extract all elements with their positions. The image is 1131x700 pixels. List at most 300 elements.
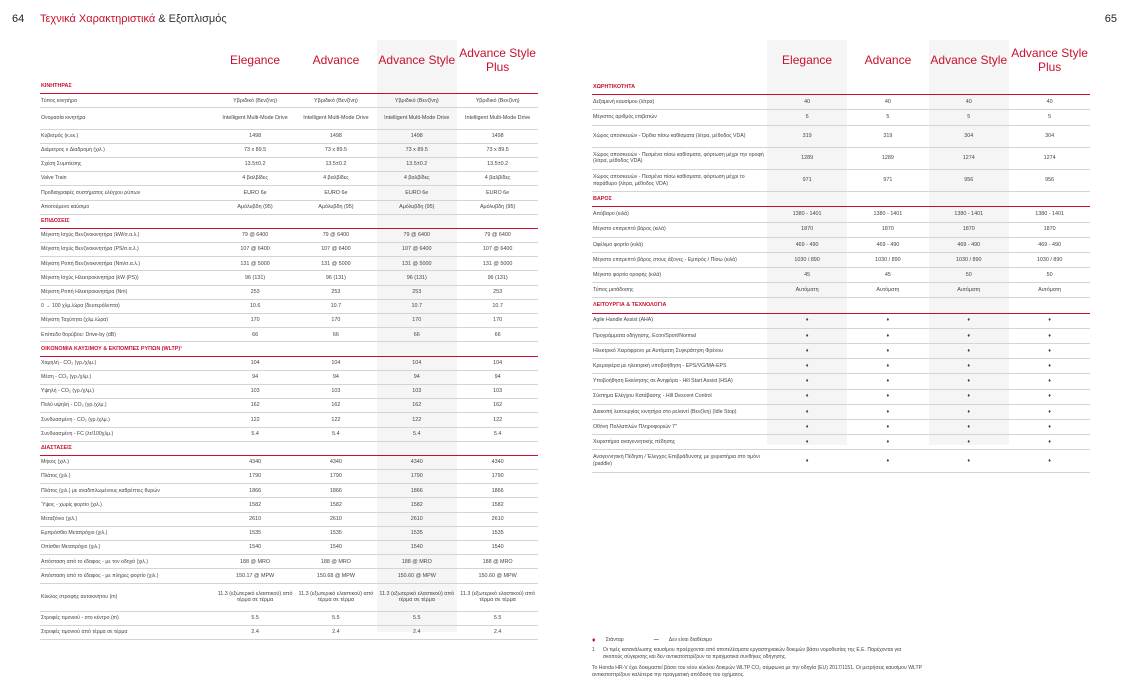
row-value: 1866 (249, 487, 262, 494)
row-value: 50 (965, 271, 972, 278)
standard-diamond-icon: ♦ (967, 347, 971, 354)
section-title: ΛΕΙΤΟΥΡΓΙΑ & ΤΕΧΝΟΛΟΓΙΑ (593, 302, 667, 309)
row-label: Σύστημα Ελέγχου Κατάβασης - Hill Descent Control (593, 393, 712, 400)
row-value: Αμόλυβδη (95) (318, 203, 354, 210)
row-label: Απόσταση από το έδαφος - με πλήρες φορτίο (χιλ.) (41, 572, 159, 579)
standard-diamond-icon: ♦ (1048, 438, 1051, 445)
row-value: EURO 6e (405, 189, 429, 196)
spec-table-right (592, 40, 1090, 473)
table-row (40, 186, 538, 200)
section-title: ΚΙΝΗΤΗΡΑΣ (41, 83, 72, 90)
row-value: 1274 (1043, 155, 1056, 162)
row-label: Ηλεκτρικό Χειρόφρενο με Αυτόματη Συγκράτηση Φρένου (593, 347, 723, 354)
table-row (592, 420, 1090, 435)
standard-diamond-icon: ♦ (967, 363, 971, 370)
row-value: 79 @ 6400 (322, 232, 350, 239)
row-value: 1030 / 890 (794, 256, 820, 263)
row-label: Προδιαγραφές συστήματος ελέγχου ρύπων (41, 189, 141, 196)
row-value: 107 @ 6400 (402, 246, 432, 253)
row-value: 469 - 490 (957, 241, 981, 248)
row-value: 66 (252, 331, 259, 338)
row-value: 150.60 @ MPW (397, 572, 436, 579)
row-value: Υβριδικό (Βενζίνη) (314, 97, 358, 104)
standard-diamond-icon: ♦ (1048, 378, 1051, 385)
row-value: 5.5 (413, 615, 421, 622)
standard-diamond-icon: ♦ (1048, 332, 1051, 339)
row-value: Intelligent Multi-Mode Drive (222, 115, 288, 122)
row-value: 131 @ 5000 (482, 260, 513, 267)
row-label: Απόσταση από το έδαφος - με τον οδηγό (χιλ.) (41, 558, 148, 565)
row-label: Συνδυασμένη - FC (λτ/100χλμ.) (41, 430, 114, 437)
row-value: Υβριδικό (Βενζίνη) (394, 97, 439, 104)
standard-diamond-icon: ♦ (1048, 423, 1051, 430)
row-value: 107 @ 6400 (482, 246, 513, 253)
row-value: 1790 (491, 473, 504, 480)
row-label: Μέγιστη Ταχύτητα (χλμ./ώρα) (41, 317, 109, 324)
standard-diamond-icon: ♦ (886, 378, 890, 385)
row-label: Διάμετρος x Διαδρομή (χιλ.) (41, 147, 105, 154)
table-row (592, 283, 1090, 298)
row-value: 2.4 (332, 629, 340, 636)
standard-diamond-icon: ♦ (886, 457, 890, 464)
row-value: 1790 (410, 473, 423, 480)
row-value: 304 (964, 132, 974, 139)
row-value: 2.4 (251, 629, 259, 636)
table-row (40, 172, 538, 186)
table-row (40, 541, 538, 555)
section-header (40, 442, 538, 456)
standard-diamond-icon: ♦ (967, 457, 971, 464)
row-value: 45 (884, 271, 891, 278)
row-value: Υβριδικό (Βενζίνη) (233, 97, 277, 104)
section-header (592, 298, 1090, 313)
table-row (592, 238, 1090, 253)
row-label: Μέγιστο επιτρεπτό βάρος στους άξονες - Εμπρός / Πίσω (κιλά) (593, 256, 737, 263)
row-value: Αμόλυβδη (95) (399, 203, 435, 210)
col-header-elegance: Elegance (782, 53, 833, 67)
row-value: 5.4 (332, 430, 340, 437)
table-row (592, 405, 1090, 420)
standard-diamond-icon: ♦ (805, 332, 809, 339)
row-value: 1380 - 1401 (792, 211, 822, 218)
row-value: 5 (886, 114, 890, 121)
row-value: 103 (250, 388, 260, 395)
row-value: 956 (964, 177, 974, 184)
row-label: Κρεμαγιέρα με ηλεκτρική υποβοήθηση - EPS/VG/MA-EPS (593, 363, 727, 370)
row-value: 253 (412, 288, 422, 295)
row-value: 956 (1045, 177, 1055, 184)
row-label: Μέγιστη Ισχύς Ηλεκτροκινητήρα (kW (PS)) (41, 274, 139, 281)
table-header-left (40, 40, 538, 80)
row-label: Προγράμματα οδήγησης, Econ/Sport/Normal (593, 332, 696, 339)
spec-table-left (40, 40, 538, 640)
row-label: Υψηλή - CO₂ (γρ./χλμ.) (41, 388, 94, 395)
row-value: 1274 (962, 155, 975, 162)
row-value: 1870 (801, 226, 814, 233)
row-value: 162 (493, 402, 503, 409)
row-value: 1866 (410, 487, 423, 494)
legend-standard: ♦ Στάνταρ (592, 637, 624, 644)
table-row (40, 257, 538, 271)
table-row (592, 110, 1090, 125)
standard-diamond-icon: ♦ (886, 363, 890, 370)
row-value: 11.3 (εξωτερικό ελαστικού) από τέρμα σε τέρμα (379, 590, 455, 604)
row-value: 4340 (491, 459, 504, 466)
row-label: Μέγιστο φορτίο οροφής (κιλά) (593, 271, 662, 278)
row-label: Απόβαρο (κιλά) (593, 211, 629, 218)
row-value: 2610 (249, 515, 262, 522)
page-title (40, 13, 227, 25)
section-title: ΟΙΚΟΝΟΜΙΑ ΚΑΥΣΙΜΟΥ & ΕΚΠΟΜΠΕΣ ΡΥΠΩΝ (WLTP)¹ (41, 345, 182, 352)
row-value: 104 (412, 359, 422, 366)
row-label: Χαμηλή - CO₂ (γρ./χλμ.) (41, 359, 97, 366)
row-value: 79 @ 6400 (403, 232, 430, 239)
row-value: 188 @ MRO (240, 558, 271, 565)
table-row (592, 223, 1090, 238)
row-value: Intelligent Multi-Mode Drive (384, 115, 450, 122)
row-value: 131 @ 5000 (321, 260, 351, 267)
standard-diamond-icon: ♦ (967, 332, 971, 339)
row-label: Μεταξόνιο (χιλ.) (41, 515, 78, 522)
row-value: 1380 - 1401 (954, 211, 984, 218)
row-value: 103 (493, 388, 503, 395)
footnote-1 (592, 647, 922, 661)
table-row (40, 300, 538, 314)
row-value: 131 @ 5000 (402, 260, 432, 267)
row-value: 1866 (329, 487, 342, 494)
row-value: 103 (412, 388, 422, 395)
row-value: 79 @ 6400 (241, 232, 269, 239)
row-value: 469 - 490 (876, 241, 900, 248)
standard-diamond-icon: ♦ (1048, 363, 1051, 370)
row-value: 5.5 (493, 615, 502, 622)
table-row (592, 95, 1090, 110)
row-value: 73 x 89.5 (243, 147, 267, 154)
row-value: 4 βαλβίδες (323, 175, 349, 182)
standard-diamond-icon: ♦ (1048, 408, 1051, 415)
row-value: 11.3 (εξωτερικό ελαστικού) από τέρμα σε τέρμα (298, 590, 374, 604)
row-value: 11.3 (εξωτερικό ελαστικού) από τέρμα σε τέρμα (460, 590, 535, 604)
row-value: 1030 / 890 (956, 256, 982, 263)
row-value: 5 (1048, 114, 1052, 121)
row-value: 150.17 @ MPW (236, 572, 275, 579)
row-label: Μήκος (χιλ.) (41, 459, 69, 466)
table-row (592, 253, 1090, 268)
standard-diamond-icon: ♦ (805, 347, 809, 354)
row-value: 1289 (881, 155, 894, 162)
row-value: 66 (494, 331, 501, 338)
row-value: 253 (493, 288, 503, 295)
row-label: Οθόνη Πολλαπλών Πληροφοριών 7" (593, 423, 677, 430)
row-value: 1870 (1043, 226, 1056, 233)
dash-icon: — (653, 637, 659, 643)
table-row (40, 158, 538, 172)
col-header-elegance: Elegance (230, 53, 281, 67)
row-value: 94 (332, 374, 339, 381)
row-value: 469 - 490 (1038, 241, 1061, 248)
footnote-mark: 1 (592, 647, 595, 653)
row-value: 253 (331, 288, 341, 295)
row-value: 107 @ 6400 (321, 246, 351, 253)
table-row (40, 484, 538, 498)
row-value: 971 (883, 177, 893, 184)
row-label: Valve Train (41, 175, 67, 182)
row-value: 4340 (249, 459, 262, 466)
standard-diamond-icon: ♦ (886, 332, 890, 339)
standard-diamond-icon: ♦ (805, 438, 809, 445)
row-value: 40 (1046, 99, 1053, 106)
row-label: 0 → 100 χλμ./ώρα (δευτερόλεπτα) (41, 303, 120, 310)
row-value: 5 (967, 114, 971, 121)
standard-diamond-icon: ♦ (805, 378, 809, 385)
row-label: Ονομασία κινητήρα (41, 115, 86, 122)
row-label: Χώρος αποσκευών - Πεσμένα πίσω καθίσματα, φόρτωση μέχρι το παράθυρο (λίτρα, μέθοδος VDA) (593, 174, 745, 187)
row-value: 4 βαλβίδες (484, 175, 511, 182)
legend-not-available: — Δεν είναι διαθέσιμο (653, 637, 712, 643)
row-label: Πολύ υψηλή - CO₂ (γρ./χλμ.) (41, 402, 107, 409)
row-value: 1535 (410, 530, 423, 537)
row-value: 131 @ 5000 (240, 260, 270, 267)
row-value: 304 (1045, 132, 1055, 139)
table-row (40, 612, 538, 626)
row-value: 1582 (249, 501, 262, 508)
row-value: 40 (965, 99, 972, 106)
row-label: Ύψος - χωρίς φορτίο (χιλ.) (41, 501, 102, 508)
standard-diamond-icon: ♦ (967, 408, 971, 415)
row-value: 96 (131) (245, 274, 266, 281)
row-value: 103 (331, 388, 341, 395)
row-label: Ωφέλιμο φορτίο (κιλά) (593, 241, 643, 248)
row-value: Αυτόματη (795, 287, 819, 294)
table-body-right (592, 80, 1090, 473)
row-value: 1790 (249, 473, 262, 480)
title-main: Τεχνικά Χαρακτηριστικά (40, 13, 156, 25)
standard-diamond-icon: ♦ (886, 317, 890, 324)
row-value: 122 (493, 416, 503, 423)
row-value: 2.4 (413, 629, 421, 636)
row-value: 5 (805, 114, 809, 121)
table-header-right (592, 40, 1090, 80)
section-header (592, 192, 1090, 207)
row-value: 253 (250, 288, 260, 295)
row-value: 2.4 (493, 629, 502, 636)
table-row (592, 450, 1090, 472)
row-value: 13.5±0.2 (244, 161, 266, 168)
row-label: Οπίσθιο Μετατρόχιο (χιλ.) (41, 544, 101, 551)
row-value: 5.5 (251, 615, 259, 622)
row-label: Στροφές τιμονιού - στο κέντρο (m) (41, 615, 119, 622)
row-value: 1380 - 1401 (1035, 211, 1064, 218)
section-header (40, 80, 538, 94)
row-value: EURO 6e (243, 189, 267, 196)
table-row (40, 229, 538, 243)
row-label: Τύπος κινητήρα (41, 97, 77, 104)
row-label: Κυβισμός (κ.εκ.) (41, 132, 79, 139)
table-row (40, 470, 538, 484)
row-label: Κύκλος στροφής αυτοκινήτου (m) (41, 593, 118, 600)
section-title: ΒΑΡΟΣ (593, 195, 612, 202)
row-value: 1866 (491, 487, 504, 494)
row-value: 94 (494, 374, 501, 381)
row-value: 10.6 (249, 303, 261, 310)
table-row (40, 314, 538, 328)
row-label: Μέγιστη Ισχύς Βενζινοκινητήρα (PS/σ.α.λ.) (41, 246, 139, 253)
standard-diamond-icon: ♦ (967, 393, 971, 400)
row-value: 1540 (491, 544, 504, 551)
row-value: 1582 (329, 501, 342, 508)
row-value: 13.5±0.2 (406, 161, 428, 168)
table-row (40, 498, 538, 512)
row-value: 50 (1046, 271, 1053, 278)
table-row (40, 108, 538, 129)
diamond-icon: ♦ (592, 637, 596, 644)
row-value: 66 (413, 331, 420, 338)
row-value: 319 (802, 132, 812, 139)
row-value: 150.68 @ MPW (316, 572, 355, 579)
row-value: 1535 (491, 530, 504, 537)
row-label: Μέγιστη Ροπή Ηλεκτροκινητήρα (Nm) (41, 288, 128, 295)
row-value: 188 @ MRO (320, 558, 351, 565)
title-suffix: & Εξοπλισμός (158, 13, 227, 25)
col-header-advance: Advance (864, 53, 912, 67)
row-value: 1540 (329, 544, 342, 551)
row-label: Μέγιστη Ροπή Βενζινοκινητήρα (Nm/σ.α.λ.) (41, 260, 140, 267)
row-value: 1535 (249, 530, 262, 537)
row-label: Agile Handle Assist (AHA) (593, 317, 653, 324)
footnote-2: Το Honda HR-V έχει δοκιμαστεί βάσει του νέου κύκλου δοκιμών WLTP CO₂ σύμφωνα με την οδηγία (EU) 2017/1151. Οι μετρήσεις καυσίμου WLTP αντικατοπτρίζουν καλύτερα την πραγματική απόδοση του οχήματος. (592, 665, 922, 678)
row-label: Χώρος αποσκευών - Όρθια πίσω καθίσματα (λίτρα, μέθοδος VDA) (593, 132, 746, 139)
row-value: 469 - 490 (795, 241, 819, 248)
table-row (592, 344, 1090, 359)
row-label: Συνδυασμένη - CO₂ (γρ./χλμ.) (41, 416, 110, 423)
row-value: 1498 (249, 132, 262, 139)
row-value: 1582 (410, 501, 423, 508)
row-value: 1870 (881, 226, 894, 233)
row-label: Αποτούμενο καύσιμο (41, 203, 90, 210)
footnotes (592, 637, 922, 679)
row-value: 79 @ 6400 (484, 232, 511, 239)
row-value: 73 x 89.5 (324, 147, 348, 154)
row-value: Αμόλυβδη (95) (479, 203, 516, 210)
table-row (40, 555, 538, 569)
standard-diamond-icon: ♦ (805, 393, 809, 400)
row-value: 1540 (410, 544, 423, 551)
row-label: Διακοπή λειτουργίας κινητήρα στο ρελαντί (Βενζίνη) (Idle Stop) (593, 408, 737, 415)
row-value: 73 x 89.5 (486, 147, 509, 154)
row-value: 319 (883, 132, 893, 139)
row-value: 10.7 (492, 303, 503, 310)
legend (592, 637, 922, 644)
table-row (40, 130, 538, 144)
standard-diamond-icon: ♦ (886, 408, 890, 415)
row-label: Δεξαμενή καυσίμου (λίτρα) (593, 99, 655, 106)
row-value: 104 (493, 359, 503, 366)
table-row (40, 626, 538, 640)
standard-diamond-icon: ♦ (886, 347, 890, 354)
row-value: 1790 (329, 473, 342, 480)
row-value: 13.5±0.2 (325, 161, 347, 168)
standard-diamond-icon: ♦ (1048, 393, 1051, 400)
row-value: EURO 6e (324, 189, 348, 196)
table-row (592, 329, 1090, 344)
section-title: ΔΙΑΣΤΑΣΕΙΣ (41, 445, 72, 452)
row-value: 2610 (410, 515, 423, 522)
row-label: Μέγιστο επιτρεπτό βάρος (κιλά) (593, 226, 666, 233)
table-row (40, 456, 538, 470)
standard-diamond-icon: ♦ (805, 363, 809, 370)
section-title: ΕΠΙΔΟΣΕΙΣ (41, 218, 70, 225)
row-value: 150.60 @ MPW (478, 572, 517, 579)
row-label: Στροφές τιμονιού από τέρμα σε τέρμα (41, 629, 128, 636)
table-row (592, 207, 1090, 222)
row-value: 170 (493, 317, 503, 324)
table-row (40, 201, 538, 215)
row-label: Μέγιστη Ισχύς Βενζινοκινητήρα (kW/σ.α.λ.) (41, 232, 140, 239)
row-value: 13.5±0.2 (487, 161, 509, 168)
table-row (40, 399, 538, 413)
col-header-advance-style: Advance Style (930, 53, 1008, 67)
table-row (592, 390, 1090, 405)
row-value: 170 (331, 317, 341, 324)
row-value: 1498 (329, 132, 342, 139)
standard-diamond-icon: ♦ (1048, 347, 1051, 354)
standard-diamond-icon: ♦ (967, 423, 971, 430)
table-row (592, 435, 1090, 450)
row-value: Αμόλυβδη (95) (237, 203, 273, 210)
row-value: 10.7 (330, 303, 342, 310)
row-value: 1030 / 890 (1036, 256, 1063, 263)
row-value: 11.3 (εξωτερικό ελαστικού) από τέρμα σε τέρμα (217, 590, 293, 604)
row-value: 5.4 (493, 430, 502, 437)
row-value: 170 (250, 317, 260, 324)
row-label: Πλάτος (χιλ.) (41, 473, 71, 480)
row-label: Χειριστήρια αναγεννητικής πέδησης (593, 438, 676, 445)
table-row (592, 126, 1090, 148)
row-value: 162 (412, 402, 422, 409)
row-label: Σχέση Συμπίεσης (41, 161, 82, 168)
row-value: Αυτόματη (1038, 287, 1062, 294)
table-body-left (40, 80, 538, 640)
row-value: 10.7 (411, 303, 423, 310)
footnote-1-text: Οι τιμές κατανάλωσης καυσίμου προέρχονται από αποτελέσματα εργαστηριακών δοκιμών βάσει νομοθεσίας της Ε.Ε. Παρέχονται για σκοπούς σύγκρισης και δεν αντικατοπτρίζουν τα πραγματικά συνθήκες οδήγησης. (602, 647, 902, 660)
row-value: 1380 - 1401 (873, 211, 903, 218)
section-header (40, 342, 538, 356)
standard-diamond-icon: ♦ (886, 423, 890, 430)
standard-diamond-icon: ♦ (886, 393, 890, 400)
standard-diamond-icon: ♦ (1048, 457, 1051, 464)
row-label: Αναγεννητική Πέδηση / Έλεγχος Επιβράδυνσης με χειριστήρια στο τιμόνι (paddle) (593, 454, 760, 467)
row-label: Εμπρόσθιο Μετατρόχιο (χιλ.) (41, 530, 108, 537)
row-value: 40 (804, 99, 811, 106)
standard-diamond-icon: ♦ (805, 408, 809, 415)
table-row (40, 527, 538, 541)
row-value: Αυτόματη (957, 287, 981, 294)
standard-diamond-icon: ♦ (805, 457, 809, 464)
row-value: 4 βαλβίδες (242, 175, 268, 182)
table-row (40, 584, 538, 612)
row-value: 1540 (249, 544, 262, 551)
table-row (40, 144, 538, 158)
row-value: Intelligent Multi-Mode Drive (464, 115, 531, 122)
row-value: 5.4 (413, 430, 421, 437)
row-value: 971 (802, 177, 812, 184)
table-row (40, 286, 538, 300)
table-row (592, 148, 1090, 170)
row-value: 1870 (962, 226, 975, 233)
row-value: 2610 (329, 515, 342, 522)
row-value: 96 (131) (325, 274, 346, 281)
row-value: 104 (250, 359, 260, 366)
